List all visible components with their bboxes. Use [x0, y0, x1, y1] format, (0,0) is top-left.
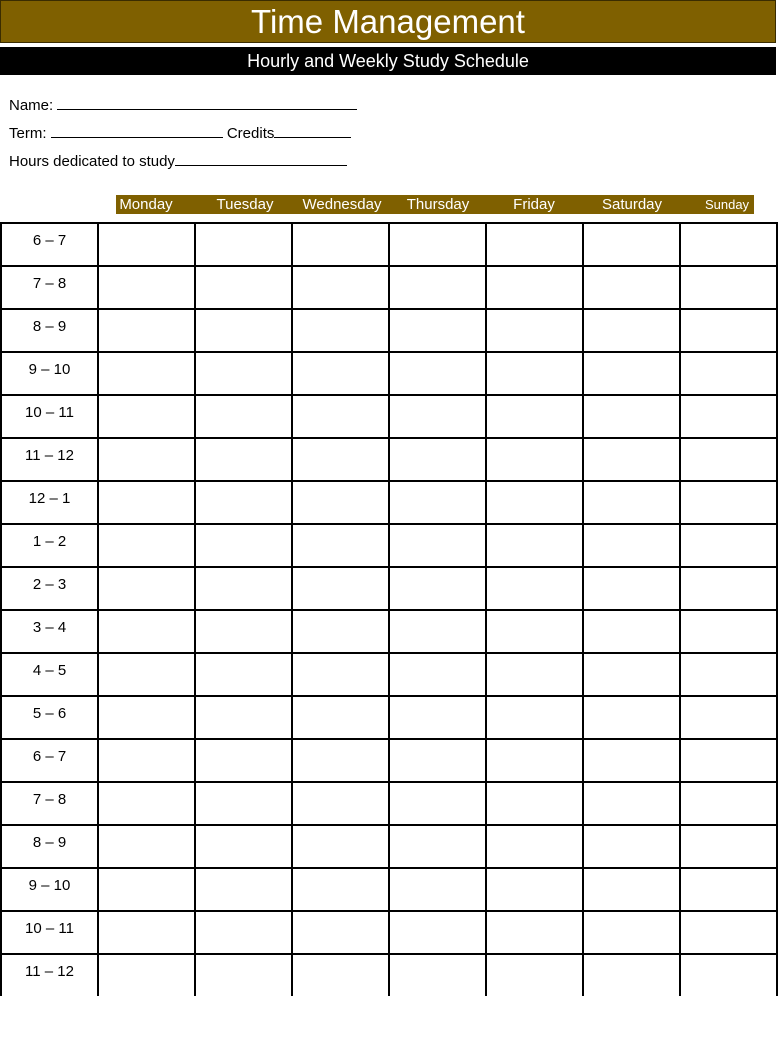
schedule-cell-monday[interactable] — [98, 653, 195, 696]
name-label: Name: — [9, 97, 54, 114]
schedule-cell-sunday[interactable] — [680, 696, 777, 739]
schedule-cell-thursday[interactable] — [389, 653, 486, 696]
schedule-cell-sunday[interactable] — [680, 782, 777, 825]
schedule-cell-sunday[interactable] — [680, 653, 777, 696]
time-slot-label: 10 – 11 — [1, 911, 98, 954]
schedule-cell-sunday[interactable] — [680, 438, 777, 481]
schedule-row — [1, 395, 777, 438]
schedule-cell-thursday[interactable] — [389, 696, 486, 739]
schedule-cell-sunday[interactable] — [680, 395, 777, 438]
schedule-cell-sunday[interactable] — [680, 524, 777, 567]
schedule-cell-wednesday[interactable] — [292, 309, 389, 352]
schedule-row — [1, 610, 777, 653]
schedule-cell-tuesday[interactable] — [195, 524, 292, 567]
schedule-cell-friday[interactable] — [486, 266, 583, 309]
schedule-cell-tuesday[interactable] — [195, 825, 292, 868]
schedule-cell-saturday[interactable] — [583, 868, 680, 911]
schedule-cell-thursday[interactable] — [389, 825, 486, 868]
schedule-cell-sunday[interactable] — [680, 481, 777, 524]
day-header-friday: Friday — [513, 196, 555, 213]
schedule-cell-saturday[interactable] — [583, 825, 680, 868]
time-slot-label: 8 – 9 — [1, 309, 98, 352]
schedule-cell-friday[interactable] — [486, 438, 583, 481]
schedule-cell-thursday[interactable] — [389, 352, 486, 395]
schedule-row — [1, 481, 777, 524]
schedule-cell-thursday[interactable] — [389, 438, 486, 481]
schedule-cell-sunday[interactable] — [680, 352, 777, 395]
schedule-cell-wednesday[interactable] — [292, 739, 389, 782]
schedule-cell-monday[interactable] — [98, 266, 195, 309]
hours-label: Hours dedicated to study — [9, 153, 175, 170]
name-field[interactable] — [9, 95, 357, 115]
schedule-cell-tuesday[interactable] — [195, 739, 292, 782]
schedule-cell-wednesday[interactable] — [292, 954, 389, 996]
schedule-cell-saturday[interactable] — [583, 481, 680, 524]
schedule-cell-wednesday[interactable] — [292, 524, 389, 567]
schedule-cell-thursday[interactable] — [389, 223, 486, 266]
schedule-cell-thursday[interactable] — [389, 309, 486, 352]
schedule-cell-wednesday[interactable] — [292, 782, 389, 825]
term-label: Term: — [9, 125, 47, 142]
schedule-row — [1, 223, 777, 266]
schedule-cell-friday[interactable] — [486, 352, 583, 395]
schedule-cell-saturday[interactable] — [583, 352, 680, 395]
day-header-sunday: Sunday — [704, 197, 750, 212]
schedule-grid — [0, 222, 778, 996]
time-slot-label: 6 – 7 — [1, 739, 98, 782]
schedule-cell-tuesday[interactable] — [195, 309, 292, 352]
schedule-cell-wednesday[interactable] — [292, 395, 389, 438]
schedule-cell-saturday[interactable] — [583, 309, 680, 352]
time-slot-label: 1 – 2 — [1, 524, 98, 567]
schedule-row — [1, 911, 777, 954]
time-slot-label: 4 – 5 — [1, 653, 98, 696]
hours-field[interactable] — [9, 151, 347, 171]
schedule-cell-monday[interactable] — [98, 352, 195, 395]
schedule-cell-thursday[interactable] — [389, 911, 486, 954]
schedule-cell-friday[interactable] — [486, 610, 583, 653]
schedule-cell-sunday[interactable] — [680, 868, 777, 911]
schedule-cell-thursday[interactable] — [389, 481, 486, 524]
schedule-cell-tuesday[interactable] — [195, 782, 292, 825]
credits-label: Credits — [226, 125, 275, 142]
schedule-cell-monday[interactable] — [98, 524, 195, 567]
schedule-cell-thursday[interactable] — [389, 739, 486, 782]
time-slot-label: 10 – 11 — [1, 395, 98, 438]
day-header-tuesday: Tuesday — [216, 196, 274, 213]
schedule-cell-monday[interactable] — [98, 696, 195, 739]
schedule-cell-monday[interactable] — [98, 782, 195, 825]
schedule-cell-monday[interactable] — [98, 481, 195, 524]
schedule-cell-sunday[interactable] — [680, 266, 777, 309]
hours-blank-line[interactable] — [175, 151, 347, 166]
schedule-cell-thursday[interactable] — [389, 266, 486, 309]
time-slot-label: 9 – 10 — [1, 868, 98, 911]
schedule-cell-saturday[interactable] — [583, 610, 680, 653]
schedule-row — [1, 524, 777, 567]
page-subtitle: Hourly and Weekly Study Schedule — [0, 47, 776, 75]
time-slot-label: 3 – 4 — [1, 610, 98, 653]
schedule-cell-friday[interactable] — [486, 567, 583, 610]
schedule-cell-saturday[interactable] — [583, 223, 680, 266]
schedule-cell-sunday[interactable] — [680, 309, 777, 352]
schedule-cell-tuesday[interactable] — [195, 696, 292, 739]
schedule-cell-friday[interactable] — [486, 825, 583, 868]
schedule-cell-thursday[interactable] — [389, 524, 486, 567]
schedule-cell-saturday[interactable] — [583, 911, 680, 954]
schedule-cell-saturday[interactable] — [583, 782, 680, 825]
schedule-cell-friday[interactable] — [486, 481, 583, 524]
day-header-saturday: Saturday — [601, 196, 663, 213]
schedule-cell-monday[interactable] — [98, 954, 195, 996]
schedule-cell-friday[interactable] — [486, 395, 583, 438]
schedule-cell-wednesday[interactable] — [292, 567, 389, 610]
time-slot-label: 6 – 7 — [1, 223, 98, 266]
schedule-cell-monday[interactable] — [98, 567, 195, 610]
schedule-cell-saturday[interactable] — [583, 524, 680, 567]
day-header-thursday: Thursday — [406, 196, 470, 213]
schedule-cell-tuesday[interactable] — [195, 567, 292, 610]
schedule-cell-wednesday[interactable] — [292, 610, 389, 653]
schedule-cell-sunday[interactable] — [680, 954, 777, 996]
schedule-row — [1, 782, 777, 825]
day-header-wednesday: Wednesday — [302, 196, 382, 213]
schedule-row — [1, 352, 777, 395]
schedule-cell-friday[interactable] — [486, 524, 583, 567]
name-blank-line[interactable] — [57, 95, 357, 110]
schedule-cell-monday[interactable] — [98, 739, 195, 782]
time-slot-label: 5 – 6 — [1, 696, 98, 739]
schedule-cell-monday[interactable] — [98, 438, 195, 481]
time-slot-label: 9 – 10 — [1, 352, 98, 395]
day-header-monday: Monday — [119, 196, 173, 213]
schedule-cell-friday[interactable] — [486, 653, 583, 696]
schedule-cell-tuesday[interactable] — [195, 223, 292, 266]
time-slot-label: 7 – 8 — [1, 266, 98, 309]
schedule-cell-tuesday[interactable] — [195, 911, 292, 954]
time-slot-label: 12 – 1 — [1, 481, 98, 524]
schedule-cell-thursday[interactable] — [389, 395, 486, 438]
schedule-cell-sunday[interactable] — [680, 223, 777, 266]
schedule-row — [1, 438, 777, 481]
time-slot-label: 11 – 12 — [1, 438, 98, 481]
schedule-cell-monday[interactable] — [98, 395, 195, 438]
schedule-cell-tuesday[interactable] — [195, 610, 292, 653]
schedule-cell-wednesday[interactable] — [292, 825, 389, 868]
schedule-cell-saturday[interactable] — [583, 653, 680, 696]
schedule-cell-friday[interactable] — [486, 911, 583, 954]
schedule-cell-monday[interactable] — [98, 309, 195, 352]
schedule-cell-wednesday[interactable] — [292, 653, 389, 696]
schedule-cell-saturday[interactable] — [583, 739, 680, 782]
schedule-row — [1, 954, 777, 996]
credits-blank-line[interactable] — [274, 123, 351, 138]
schedule-cell-friday[interactable] — [486, 223, 583, 266]
schedule-cell-wednesday[interactable] — [292, 438, 389, 481]
schedule-row — [1, 825, 777, 868]
time-slot-label: 2 – 3 — [1, 567, 98, 610]
schedule-cell-tuesday[interactable] — [195, 438, 292, 481]
schedule-cell-friday[interactable] — [486, 868, 583, 911]
term-blank-line[interactable] — [51, 123, 223, 138]
schedule-row — [1, 868, 777, 911]
schedule-cell-wednesday[interactable] — [292, 911, 389, 954]
schedule-cell-tuesday[interactable] — [195, 395, 292, 438]
schedule-cell-monday[interactable] — [98, 868, 195, 911]
schedule-cell-saturday[interactable] — [583, 266, 680, 309]
schedule-cell-saturday[interactable] — [583, 438, 680, 481]
page-title: Time Management — [0, 0, 776, 43]
schedule-cell-thursday[interactable] — [389, 868, 486, 911]
schedule-cell-monday[interactable] — [98, 911, 195, 954]
schedule-cell-friday[interactable] — [486, 954, 583, 996]
schedule-cell-friday[interactable] — [486, 782, 583, 825]
schedule-cell-friday[interactable] — [486, 309, 583, 352]
schedule-cell-saturday[interactable] — [583, 954, 680, 996]
time-slot-label: 11 – 12 — [1, 954, 98, 996]
schedule-cell-friday[interactable] — [486, 696, 583, 739]
schedule-row — [1, 696, 777, 739]
schedule-cell-wednesday[interactable] — [292, 352, 389, 395]
schedule-cell-monday[interactable] — [98, 223, 195, 266]
schedule-row — [1, 309, 777, 352]
schedule-cell-tuesday[interactable] — [195, 266, 292, 309]
schedule-cell-thursday[interactable] — [389, 954, 486, 996]
schedule-cell-saturday[interactable] — [583, 395, 680, 438]
schedule-cell-sunday[interactable] — [680, 610, 777, 653]
schedule-cell-thursday[interactable] — [389, 782, 486, 825]
schedule-cell-sunday[interactable] — [680, 567, 777, 610]
time-slot-label: 7 – 8 — [1, 782, 98, 825]
schedule-cell-saturday[interactable] — [583, 567, 680, 610]
schedule-cell-tuesday[interactable] — [195, 352, 292, 395]
schedule-cell-wednesday[interactable] — [292, 481, 389, 524]
schedule-row — [1, 266, 777, 309]
time-slot-label: 8 – 9 — [1, 825, 98, 868]
schedule-cell-thursday[interactable] — [389, 567, 486, 610]
schedule-cell-sunday[interactable] — [680, 911, 777, 954]
schedule-cell-friday[interactable] — [486, 739, 583, 782]
schedule-cell-wednesday[interactable] — [292, 223, 389, 266]
schedule-cell-wednesday[interactable] — [292, 696, 389, 739]
schedule-cell-monday[interactable] — [98, 825, 195, 868]
schedule-cell-tuesday[interactable] — [195, 954, 292, 996]
schedule-cell-sunday[interactable] — [680, 825, 777, 868]
schedule-cell-monday[interactable] — [98, 610, 195, 653]
term-field[interactable] — [9, 123, 351, 143]
schedule-cell-sunday[interactable] — [680, 739, 777, 782]
schedule-cell-wednesday[interactable] — [292, 266, 389, 309]
schedule-row — [1, 567, 777, 610]
schedule-row — [1, 739, 777, 782]
schedule-cell-thursday[interactable] — [389, 610, 486, 653]
schedule-cell-wednesday[interactable] — [292, 868, 389, 911]
schedule-cell-saturday[interactable] — [583, 696, 680, 739]
schedule-cell-tuesday[interactable] — [195, 868, 292, 911]
schedule-row — [1, 653, 777, 696]
schedule-cell-tuesday[interactable] — [195, 481, 292, 524]
schedule-cell-tuesday[interactable] — [195, 653, 292, 696]
